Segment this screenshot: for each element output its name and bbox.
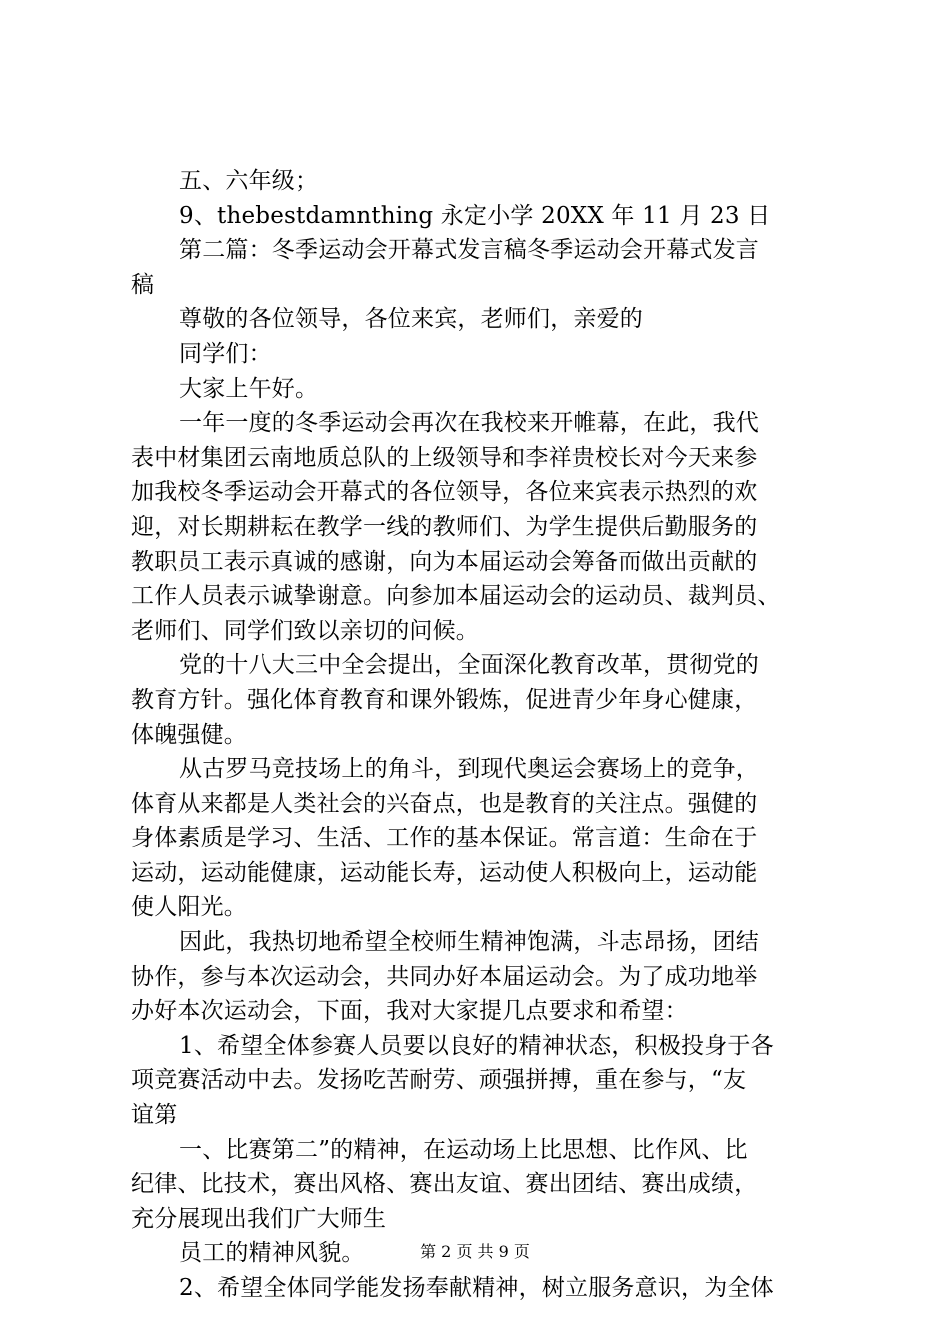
text-line: 使人阳光。 <box>131 894 247 921</box>
page-footer <box>0 1242 950 1262</box>
section-heading-continued: 稿 <box>131 271 155 298</box>
text-line: 1、希望全体参赛人员要以良好的精神状态，积极投身于各 <box>179 1032 774 1059</box>
text-line: 纪律、比技术，赛出风格、赛出友谊、赛出团结、赛出成绩， <box>131 1171 758 1198</box>
text-line: 迎，对长期耕耘在教学一线的教师们、为学生提供后勤服务的 <box>131 513 758 540</box>
text-line: 9、thebestdamnthing 永定小学 20XX 年 11 月 23 日 <box>179 202 771 229</box>
text-line: 2、希望全体同学能发扬奉献精神，树立服务意识，为全体 <box>179 1275 774 1301</box>
text-line: 老师们、同学们致以亲切的问候。 <box>131 617 479 644</box>
text-line: 一、比赛第二”的精神，在运动场上比思想、比作风、比 <box>179 1136 748 1163</box>
salutation: 尊敬的各位领导，各位来宾，老师们，亲爱的 <box>179 306 643 333</box>
text-line: 表中材集团云南地质总队的上级领导和李祥贵校长对今天来参 <box>131 444 758 471</box>
text-line: 谊第 <box>131 1102 178 1129</box>
text-line: 充分展现出我们广大师生 <box>131 1205 387 1232</box>
text-line: 工作人员表示诚挚谢意。向参加本届运动会的运动员、裁判员、 <box>131 583 781 610</box>
text-line: 一年一度的冬季运动会再次在我校来开帷幕，在此，我代 <box>179 410 759 437</box>
text-line: 员工的精神风貌。 <box>179 1240 365 1267</box>
page-number-label: 第 2 页 共 9 页 <box>420 1242 530 1261</box>
text-line: 办好本次运动会，下面，我对大家提几点要求和希望： <box>131 998 688 1025</box>
text-line: 加我校冬季运动会开幕式的各位领导，各位来宾表示热烈的欢 <box>131 479 758 506</box>
text-line: 运动，运动能健康，运动能长寿，运动使人积极向上，运动能 <box>131 859 758 886</box>
text-line: 身体素质是学习、生活、工作的基本保证。常言道：生命在于 <box>131 825 758 852</box>
text-line: 从古罗马竞技场上的角斗，到现代奥运会赛场上的竞争， <box>179 756 759 783</box>
text-line: 协作，参与本次运动会，共同办好本届运动会。为了成功地举 <box>131 963 758 990</box>
text-line: 五、六年级； <box>179 168 319 194</box>
salutation: 同学们： <box>179 340 272 367</box>
section-heading: 第二篇：冬季运动会开幕式发言稿冬季运动会开幕式发言 <box>179 237 759 264</box>
text-line: 教育方针。强化体育教育和课外锻炼，促进青少年身心健康， <box>131 686 758 713</box>
greeting: 大家上午好。 <box>179 375 319 402</box>
text-line: 教职员工表示真诚的感谢，向为本届运动会筹备而做出贡献的 <box>131 548 758 575</box>
text-line: 体魄强健。 <box>131 721 247 748</box>
text-line: 因此，我热切地希望全校师生精神饱满，斗志昂扬，团结 <box>179 929 759 956</box>
text-line: 项竞赛活动中去。发扬吃苦耐劳、顽强拼搏，重在参与，“友 <box>131 1067 747 1094</box>
text-line: 党的十八大三中全会提出，全面深化教育改革，贯彻党的 <box>179 652 759 679</box>
document-body <box>131 164 833 1306</box>
text-line: 体育从来都是人类社会的兴奋点，也是教育的关注点。强健的 <box>131 790 758 817</box>
